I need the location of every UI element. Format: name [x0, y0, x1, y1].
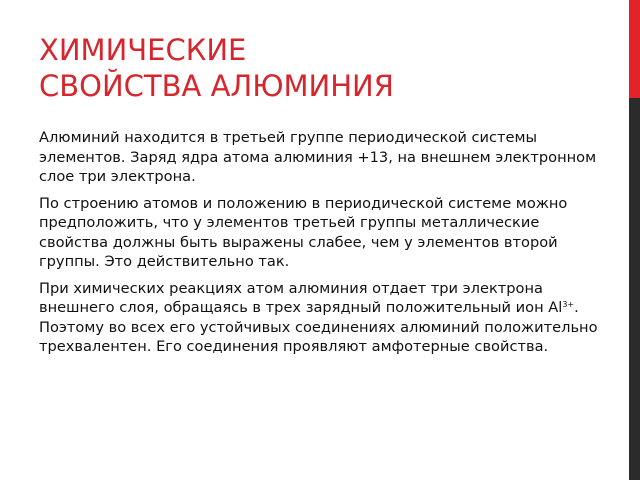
ion-charge-superscript: 3+	[562, 300, 575, 309]
paragraph-3-after: . Поэтому во всех его устойчивых соединениях алюминий положительно трехвалентен. Его соединения проявляют амфотерные свойства.	[39, 299, 598, 355]
paragraph-3-before: При химических реакциях атом алюминия отдает три электрона внешнего слоя, обращаясь в трех зарядный положительный ион Al	[39, 279, 563, 316]
side-bar-accent	[629, 0, 640, 98]
slide-title	[39, 32, 599, 104]
title-line-1: ХИМИЧЕСКИЕ	[39, 33, 247, 67]
paragraph-2: По строению атомов и положению в периодической системе можно предположить, что у элементов третьей группы металлические свойства должны быть выражены слабее, чем у элементов второй группы. Это действительно так.	[39, 194, 568, 270]
paragraph-3	[39, 279, 599, 357]
paragraph-1: Алюминий находится в третьей группе периодической системы элементов. Заряд ядра атома алюминия +13, на внешнем электронном слое три электрона.	[39, 129, 597, 185]
slide-body	[39, 128, 599, 364]
title-line-2: СВОЙСТВА АЛЮМИНИЯ	[39, 69, 394, 103]
